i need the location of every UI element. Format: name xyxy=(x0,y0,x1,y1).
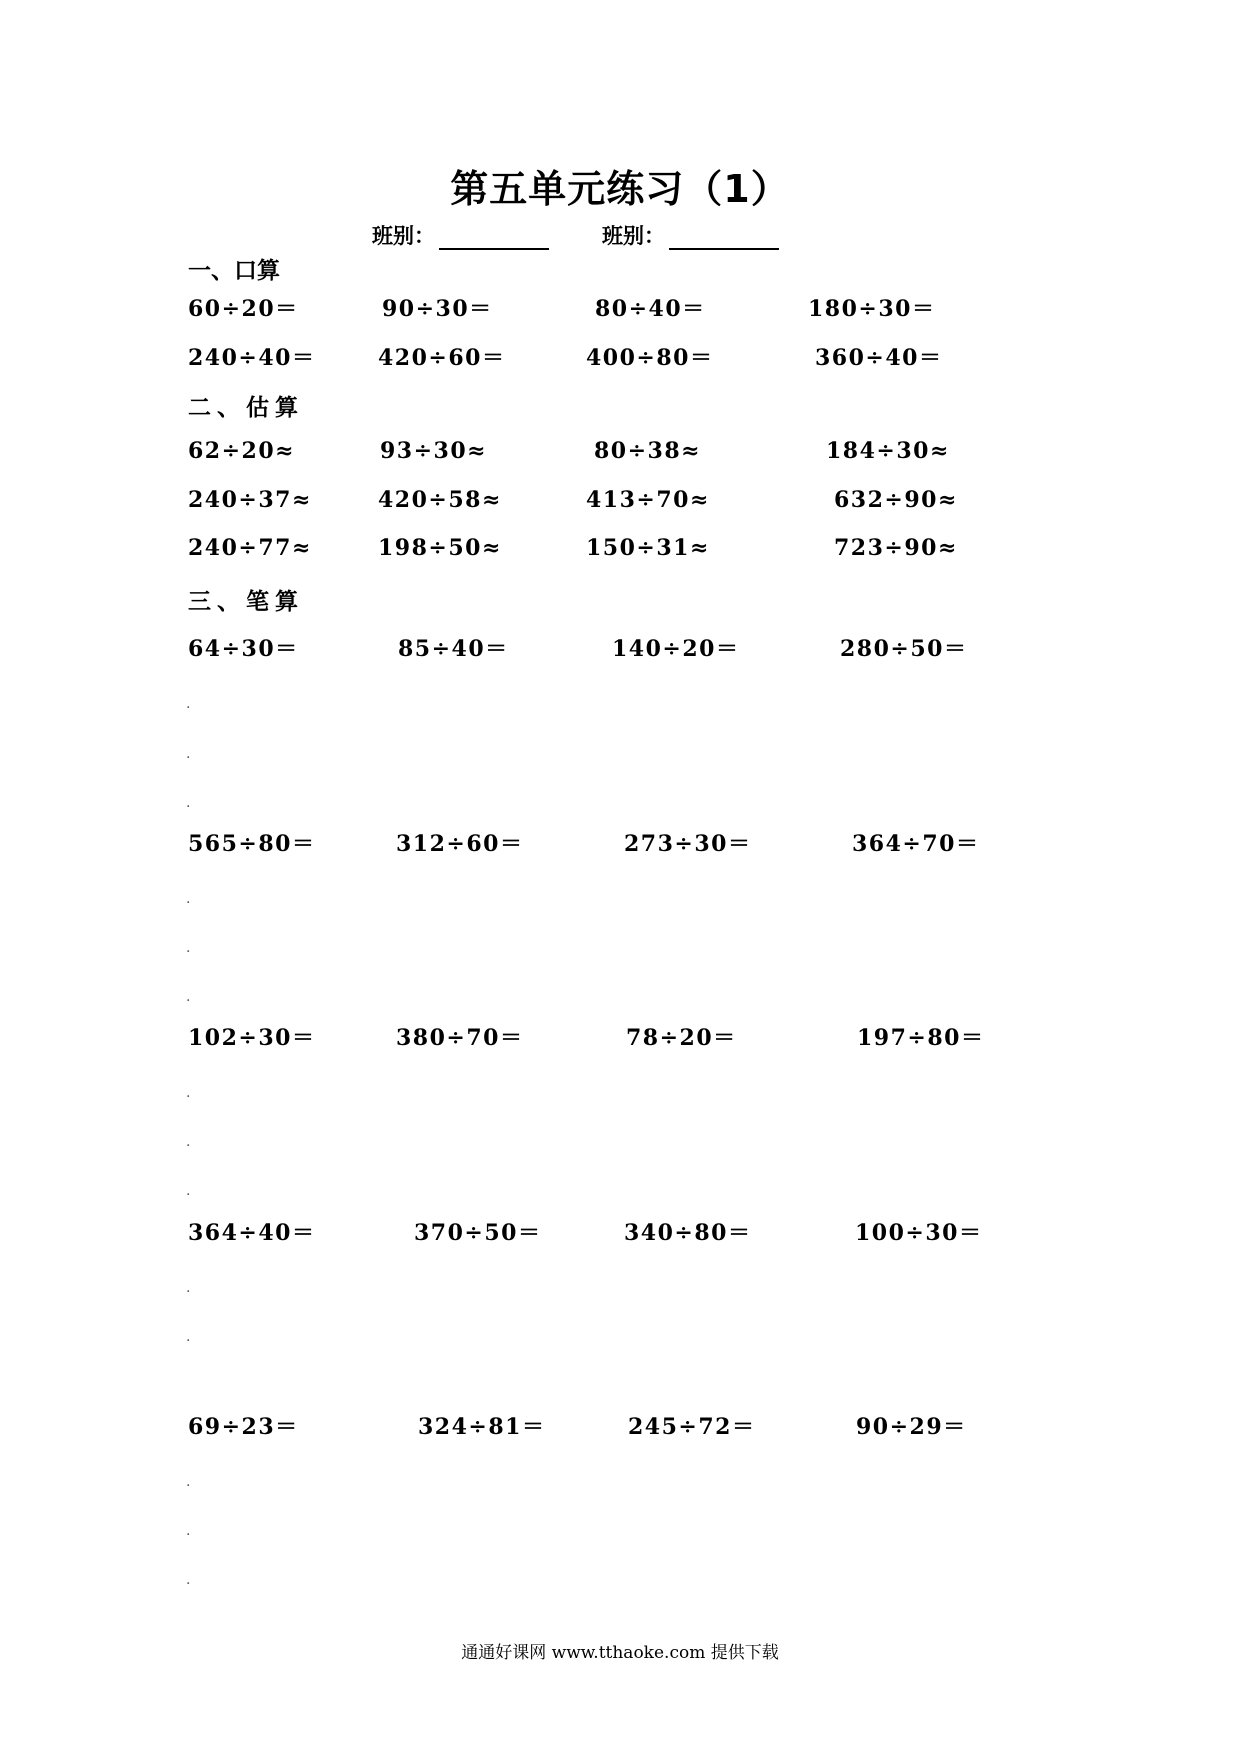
work-space-dot: . xyxy=(186,1183,191,1199)
work-space-dot: . xyxy=(186,746,191,762)
problem: 62÷20≈ xyxy=(188,438,296,464)
problem: 90÷30＝ xyxy=(382,296,493,322)
problem: 312÷60＝ xyxy=(396,831,524,857)
work-space-dot: . xyxy=(186,1474,191,1490)
work-space-dot: . xyxy=(186,1523,191,1539)
problem: 420÷58≈ xyxy=(378,487,502,513)
problem: 280÷50＝ xyxy=(840,636,968,662)
class-field-2[interactable] xyxy=(602,220,779,250)
problem: 198÷50≈ xyxy=(378,535,502,561)
problem: 100÷30＝ xyxy=(855,1220,983,1246)
problem: 245÷72＝ xyxy=(628,1414,756,1440)
problem: 380÷70＝ xyxy=(396,1025,524,1051)
problem: 240÷37≈ xyxy=(188,487,312,513)
problem: 93÷30≈ xyxy=(380,438,488,464)
problem: 80÷38≈ xyxy=(594,438,702,464)
work-space-dot: . xyxy=(186,1280,191,1296)
section-heading-estimate: 二、估算 xyxy=(188,395,304,421)
problem: 78÷20＝ xyxy=(626,1025,737,1051)
work-space-dot: . xyxy=(186,891,191,907)
problem: 400÷80＝ xyxy=(586,345,714,371)
work-space-dot: . xyxy=(186,1572,191,1588)
problem: 240÷40＝ xyxy=(188,345,316,371)
problem: 632÷90≈ xyxy=(834,487,958,513)
problem: 102÷30＝ xyxy=(188,1025,316,1051)
problem: 364÷40＝ xyxy=(188,1220,316,1246)
section-heading-written: 三、笔算 xyxy=(188,589,304,615)
class-field-1[interactable] xyxy=(372,220,549,250)
problem: 140÷20＝ xyxy=(612,636,740,662)
problem: 723÷90≈ xyxy=(834,535,958,561)
work-space-dot: . xyxy=(186,795,191,811)
problem: 184÷30≈ xyxy=(826,438,950,464)
footer-credit: 通通好课网 www.tthaoke.com 提供下载 xyxy=(461,1643,779,1663)
problem: 370÷50＝ xyxy=(414,1220,542,1246)
problem: 324÷81＝ xyxy=(418,1414,546,1440)
work-space-dot: . xyxy=(186,989,191,1005)
problem: 273÷30＝ xyxy=(624,831,752,857)
work-space-dot: . xyxy=(186,1134,191,1150)
problem: 64÷30＝ xyxy=(188,636,299,662)
problem: 340÷80＝ xyxy=(624,1220,752,1246)
class-field-blank[interactable] xyxy=(439,247,549,250)
problem: 420÷60＝ xyxy=(378,345,506,371)
problem: 90÷29＝ xyxy=(856,1414,967,1440)
problem: 197÷80＝ xyxy=(857,1025,985,1051)
problem: 364÷70＝ xyxy=(852,831,980,857)
problem: 60÷20＝ xyxy=(188,296,299,322)
problem: 565÷80＝ xyxy=(188,831,316,857)
problem: 150÷31≈ xyxy=(586,535,710,561)
class-field-label: 班别： xyxy=(602,224,665,248)
work-space-dot: . xyxy=(186,1329,191,1345)
problem: 180÷30＝ xyxy=(808,296,936,322)
work-space-dot: . xyxy=(186,1085,191,1101)
class-field-blank[interactable] xyxy=(669,247,779,250)
problem: 85÷40＝ xyxy=(398,636,509,662)
work-space-dot: . xyxy=(186,696,191,712)
work-space-dot: . xyxy=(186,940,191,956)
problem: 360÷40＝ xyxy=(815,345,943,371)
class-field-label: 班别： xyxy=(372,224,435,248)
page-title: 第五单元练习（1） xyxy=(450,167,790,211)
problem: 80÷40＝ xyxy=(595,296,706,322)
section-heading-oral: 一、口算 xyxy=(188,258,280,284)
problem: 240÷77≈ xyxy=(188,535,312,561)
problem: 413÷70≈ xyxy=(586,487,710,513)
problem: 69÷23＝ xyxy=(188,1414,299,1440)
